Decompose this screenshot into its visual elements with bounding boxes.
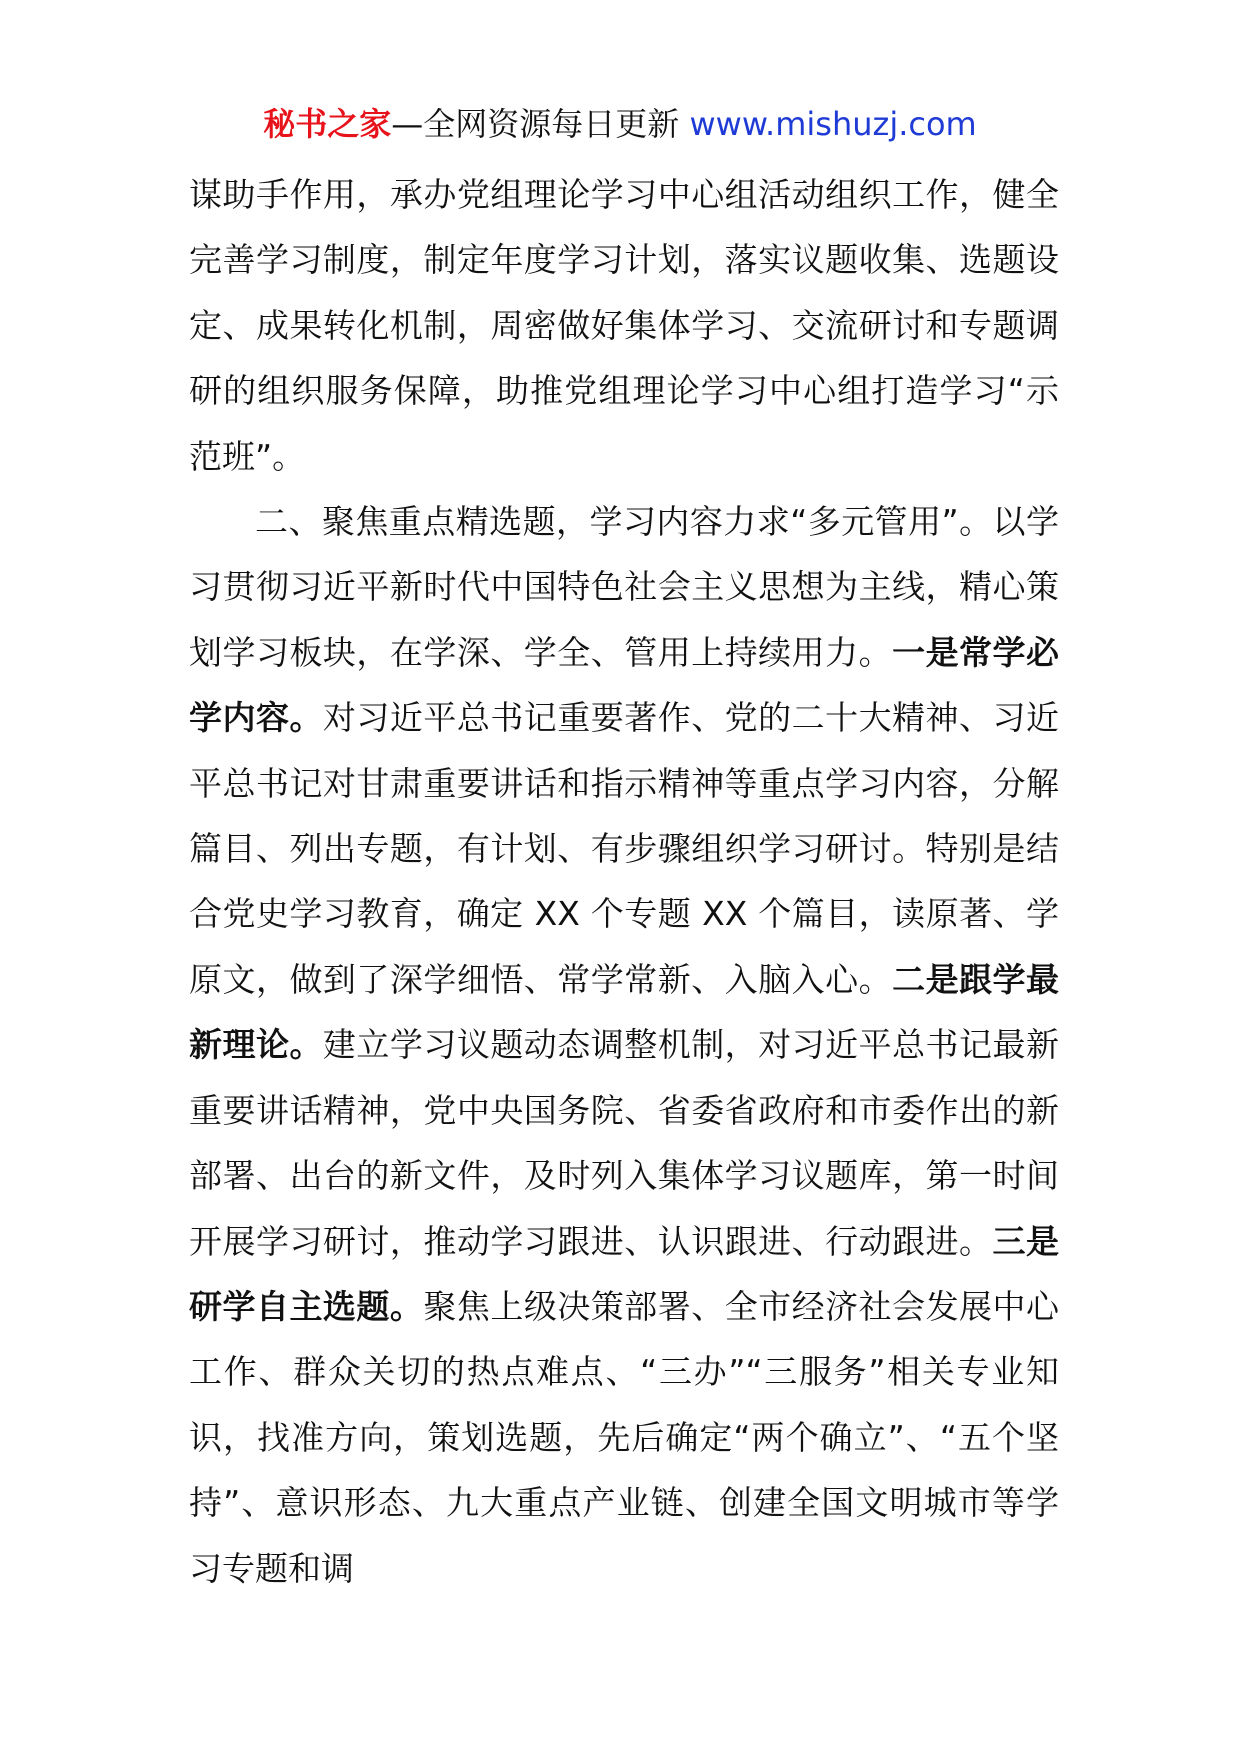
point-two-label: 二是跟学最新理论。	[189, 959, 1060, 1065]
point-three-label: 三是研学自主选题。	[189, 1221, 1060, 1326]
document-body	[189, 162, 1059, 1601]
header-brand: 秘书之家	[263, 105, 392, 143]
point-one-text: 对习近平总书记重要著作、党的二十大精神、习近平总书记对甘肃重要讲话和指示精神等重点学习内容，分解篇目、列出专题，有计划、有步骤组织学习研讨。特别是结合党史学习教育，确定 XX 个专题 XX 个篇目，读原著、学原文，做到了深学细悟、常学常新、入脑入心。	[189, 698, 1060, 999]
header-url-link[interactable]: www.mishuzj.com	[689, 105, 977, 143]
paragraph-section-two	[189, 489, 1059, 1601]
point-one-label: 一是常学必学内容。	[189, 632, 1060, 738]
header-tagline: —全网资源每日更新	[391, 105, 680, 143]
page-header	[0, 102, 1240, 146]
point-two-text: 建立学习议题动态调整机制，对习近平总书记最新重要讲话精神，党中央国务院、省委省政府和市委作出的新部署、出台的新文件，及时列入集体学习议题库，第一时间开展学习研讨，推动学习跟进、认识跟进、行动跟进。	[189, 1025, 1060, 1261]
paragraph-continued: 谋助手作用，承办党组理论学习中心组活动组织工作，健全完善学习制度，制定年度学习计划，落实议题收集、选题设定、成果转化机制，周密做好集体学习、交流研讨和专题调研的组织服务保障，助推党组理论学习中心组打造学习“示范班”。	[189, 175, 1059, 476]
section-intro: 以学习贯彻习近平新时代中国特色社会主义思想为主线，精心策划学习板块，在学深、学全、管用上持续用力。	[189, 502, 1059, 672]
section-heading: 二、聚焦重点精选题，学习内容力求“多元管用”。	[255, 502, 993, 542]
point-three-text: 聚焦上级决策部署、全市经济社会发展中心工作、群众关切的热点难点、“三办”“三服务”相关专业知识，找准方向，策划选题，先后确定“两个确立”、“五个坚持”、意识形态、九大重点产业链、创建全国文明城市等学习专题和调	[189, 1286, 1060, 1588]
